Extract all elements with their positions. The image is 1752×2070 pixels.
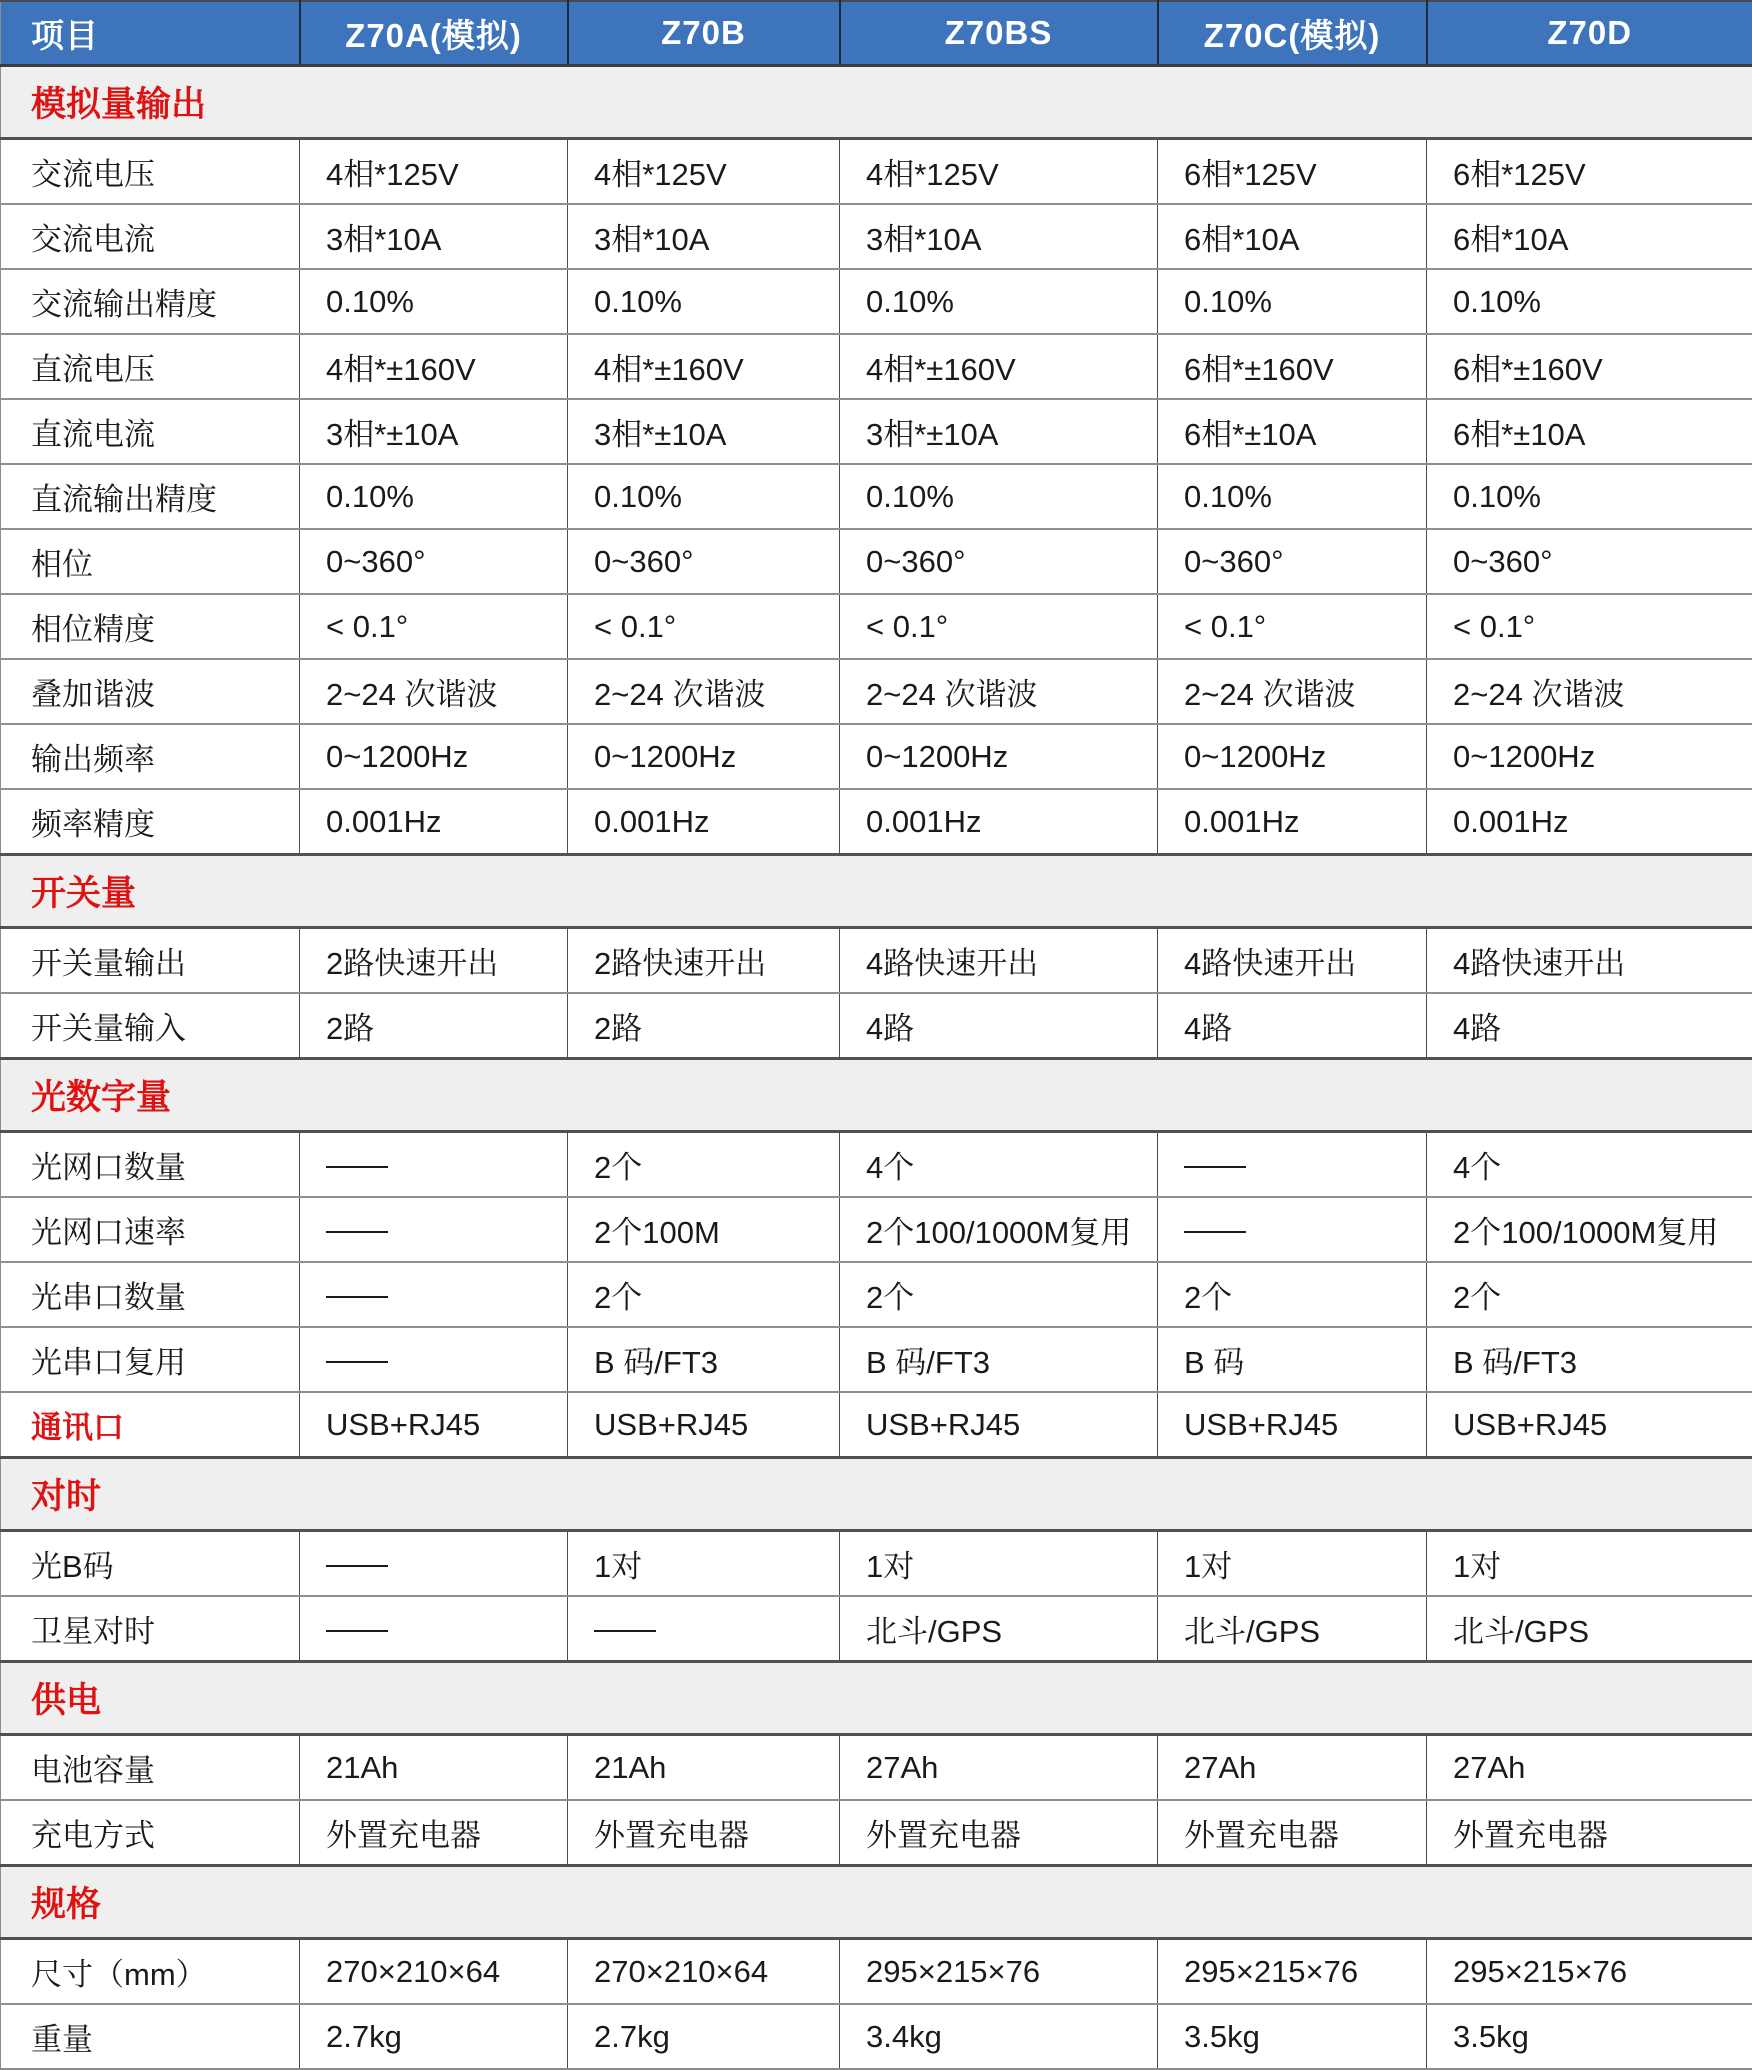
cell-value: 0.10% (1158, 464, 1427, 529)
cell-value: 0.10% (840, 269, 1158, 334)
cell-value: 4相*125V (840, 139, 1158, 205)
section-header: 供电 (1, 1662, 1752, 1735)
section-row (1, 1662, 1752, 1735)
cell-value: 4个 (840, 1132, 1158, 1198)
cell-value: < 0.1° (1427, 594, 1752, 659)
cell-value: —— (300, 1596, 568, 1662)
cell-value: 北斗/GPS (840, 1596, 1158, 1662)
row-label: 相位精度 (1, 594, 300, 659)
section-header: 光数字量 (1, 1059, 1752, 1132)
cell-value: 0.001Hz (1158, 789, 1427, 855)
cell-value: 0~1200Hz (840, 724, 1158, 789)
cell-value: 6相*±10A (1158, 399, 1427, 464)
cell-value: 4相*125V (568, 139, 840, 205)
row-label: 光B码 (1, 1531, 300, 1597)
cell-value: 0~1200Hz (300, 724, 568, 789)
cell-value: 270×210×64 (300, 1939, 568, 2005)
table-row (1, 399, 1752, 464)
cell-value: 4路快速开出 (1158, 928, 1427, 994)
row-label: 直流电流 (1, 399, 300, 464)
cell-value: 295×215×76 (1158, 1939, 1427, 2005)
column-header: Z70B (568, 1, 840, 66)
header-row (1, 1, 1752, 66)
table-header (1, 1, 1752, 66)
table-body (1, 66, 1752, 2070)
cell-value: 1对 (1427, 1531, 1752, 1597)
cell-value: B 码/FT3 (1427, 1327, 1752, 1392)
table-row (1, 1197, 1752, 1262)
cell-value: 0.10% (568, 269, 840, 334)
table-row (1, 464, 1752, 529)
table-row (1, 1531, 1752, 1597)
cell-value: 外置充电器 (1427, 1800, 1752, 1866)
cell-value: 6相*±160V (1427, 334, 1752, 399)
cell-value: 2路快速开出 (568, 928, 840, 994)
row-label: 开关量输入 (1, 993, 300, 1059)
cell-value: 4路快速开出 (840, 928, 1158, 994)
section-header: 对时 (1, 1458, 1752, 1531)
cell-value: 6相*10A (1427, 204, 1752, 269)
row-label: 通讯口 (1, 1392, 300, 1458)
table-row (1, 789, 1752, 855)
cell-value: 北斗/GPS (1158, 1596, 1427, 1662)
cell-value: 27Ah (840, 1735, 1158, 1801)
cell-value: 2.7kg (568, 2004, 840, 2069)
column-header: Z70BS (840, 1, 1158, 66)
section-row (1, 855, 1752, 928)
cell-value: 2个 (568, 1262, 840, 1327)
table-row (1, 334, 1752, 399)
cell-value: 1对 (568, 1531, 840, 1597)
cell-value: < 0.1° (1158, 594, 1427, 659)
cell-value: 3相*10A (840, 204, 1158, 269)
section-header: 开关量 (1, 855, 1752, 928)
cell-value: —— (568, 1596, 840, 1662)
cell-value: 0~1200Hz (1158, 724, 1427, 789)
table-row (1, 1392, 1752, 1458)
cell-value: 4路 (1158, 993, 1427, 1059)
row-label: 重量 (1, 2004, 300, 2069)
row-label: 开关量输出 (1, 928, 300, 994)
cell-value: 27Ah (1158, 1735, 1427, 1801)
table-row (1, 1132, 1752, 1198)
table-row (1, 529, 1752, 594)
cell-value: —— (300, 1327, 568, 1392)
cell-value: 0.10% (568, 464, 840, 529)
cell-value: 4相*±160V (840, 334, 1158, 399)
cell-value: 2~24 次谐波 (840, 659, 1158, 724)
cell-value: 2~24 次谐波 (568, 659, 840, 724)
table-row (1, 1939, 1752, 2005)
row-label: 卫星对时 (1, 1596, 300, 1662)
cell-value: 1对 (840, 1531, 1158, 1597)
cell-value: —— (300, 1132, 568, 1198)
cell-value: —— (1158, 1197, 1427, 1262)
cell-value: 3.5kg (1158, 2004, 1427, 2069)
section-row (1, 1059, 1752, 1132)
row-label: 交流输出精度 (1, 269, 300, 334)
cell-value: < 0.1° (568, 594, 840, 659)
cell-value: USB+RJ45 (300, 1392, 568, 1458)
table-row (1, 993, 1752, 1059)
cell-value: USB+RJ45 (840, 1392, 1158, 1458)
cell-value: 0~1200Hz (568, 724, 840, 789)
row-label: 直流输出精度 (1, 464, 300, 529)
cell-value: 6相*125V (1158, 139, 1427, 205)
cell-value: 2~24 次谐波 (300, 659, 568, 724)
cell-value: 3.5kg (1427, 2004, 1752, 2069)
cell-value: 4个 (1427, 1132, 1752, 1198)
cell-value: 2个100/1000M复用 (840, 1197, 1158, 1262)
cell-value: 2.7kg (300, 2004, 568, 2069)
cell-value: 3相*±10A (568, 399, 840, 464)
cell-value: 0~1200Hz (1427, 724, 1752, 789)
cell-value: B 码 (1158, 1327, 1427, 1392)
cell-value: 2路 (568, 993, 840, 1059)
table-row (1, 139, 1752, 205)
table-row (1, 928, 1752, 994)
row-label: 电池容量 (1, 1735, 300, 1801)
cell-value: USB+RJ45 (1427, 1392, 1752, 1458)
cell-value: 295×215×76 (1427, 1939, 1752, 2005)
section-header: 规格 (1, 1866, 1752, 1939)
cell-value: 3.4kg (840, 2004, 1158, 2069)
column-header: Z70D (1427, 1, 1752, 66)
row-label: 尺寸（mm） (1, 1939, 300, 2005)
cell-value: 3相*±10A (840, 399, 1158, 464)
cell-value: 2路 (300, 993, 568, 1059)
cell-value: B 码/FT3 (840, 1327, 1158, 1392)
cell-value: —— (300, 1197, 568, 1262)
column-header: 项目 (1, 1, 300, 66)
cell-value: 北斗/GPS (1427, 1596, 1752, 1662)
section-header: 模拟量输出 (1, 66, 1752, 139)
cell-value: 4相*±160V (300, 334, 568, 399)
cell-value: 21Ah (568, 1735, 840, 1801)
cell-value: 0.10% (300, 464, 568, 529)
cell-value: B 码/FT3 (568, 1327, 840, 1392)
row-label: 光串口数量 (1, 1262, 300, 1327)
cell-value: 0.001Hz (568, 789, 840, 855)
cell-value: 270×210×64 (568, 1939, 840, 2005)
cell-value: 0.10% (1427, 269, 1752, 334)
cell-value: 2路快速开出 (300, 928, 568, 994)
cell-value: 3相*10A (300, 204, 568, 269)
cell-value: —— (300, 1262, 568, 1327)
cell-value: 0.10% (840, 464, 1158, 529)
cell-value: 295×215×76 (840, 1939, 1158, 2005)
cell-value: 0.10% (1158, 269, 1427, 334)
row-label: 光网口速率 (1, 1197, 300, 1262)
table-row (1, 269, 1752, 334)
cell-value: 2个 (1427, 1262, 1752, 1327)
table-row (1, 1596, 1752, 1662)
cell-value: < 0.1° (300, 594, 568, 659)
cell-value: 4相*±160V (568, 334, 840, 399)
column-header: Z70A(模拟) (300, 1, 568, 66)
row-label: 相位 (1, 529, 300, 594)
row-label: 交流电流 (1, 204, 300, 269)
cell-value: 2~24 次谐波 (1427, 659, 1752, 724)
cell-value: 0~360° (300, 529, 568, 594)
row-label: 光串口复用 (1, 1327, 300, 1392)
row-label: 输出频率 (1, 724, 300, 789)
cell-value: 外置充电器 (300, 1800, 568, 1866)
cell-value: 外置充电器 (568, 1800, 840, 1866)
cell-value: 0~360° (568, 529, 840, 594)
table-row (1, 1735, 1752, 1801)
cell-value: 21Ah (300, 1735, 568, 1801)
cell-value: 外置充电器 (1158, 1800, 1427, 1866)
cell-value: 4路 (1427, 993, 1752, 1059)
row-label: 直流电压 (1, 334, 300, 399)
cell-value: 27Ah (1427, 1735, 1752, 1801)
cell-value: 3相*10A (568, 204, 840, 269)
cell-value: < 0.1° (840, 594, 1158, 659)
section-row (1, 1458, 1752, 1531)
cell-value: 6相*±160V (1158, 334, 1427, 399)
cell-value: 4路快速开出 (1427, 928, 1752, 994)
cell-value: 0~360° (840, 529, 1158, 594)
table-row (1, 1327, 1752, 1392)
cell-value: USB+RJ45 (1158, 1392, 1427, 1458)
row-label: 光网口数量 (1, 1132, 300, 1198)
cell-value: 0~360° (1427, 529, 1752, 594)
section-row (1, 1866, 1752, 1939)
cell-value: 6相*±10A (1427, 399, 1752, 464)
cell-value: 4相*125V (300, 139, 568, 205)
cell-value: 4路 (840, 993, 1158, 1059)
section-row (1, 66, 1752, 139)
cell-value: 0.001Hz (1427, 789, 1752, 855)
cell-value: 2~24 次谐波 (1158, 659, 1427, 724)
row-label: 交流电压 (1, 139, 300, 205)
cell-value: 6相*125V (1427, 139, 1752, 205)
table-row (1, 2004, 1752, 2069)
table-row (1, 659, 1752, 724)
cell-value: 3相*±10A (300, 399, 568, 464)
row-label: 充电方式 (1, 1800, 300, 1866)
table-row (1, 1800, 1752, 1866)
cell-value: 0.001Hz (300, 789, 568, 855)
table-row (1, 594, 1752, 659)
cell-value: 0.10% (1427, 464, 1752, 529)
cell-value: —— (300, 1531, 568, 1597)
cell-value: 外置充电器 (840, 1800, 1158, 1866)
row-label: 频率精度 (1, 789, 300, 855)
cell-value: 2个100M (568, 1197, 840, 1262)
cell-value: 0.001Hz (840, 789, 1158, 855)
table-row (1, 1262, 1752, 1327)
cell-value: 2个 (568, 1132, 840, 1198)
cell-value: 0~360° (1158, 529, 1427, 594)
cell-value: 2个 (1158, 1262, 1427, 1327)
cell-value: 2个 (840, 1262, 1158, 1327)
cell-value: USB+RJ45 (568, 1392, 840, 1458)
cell-value: 6相*10A (1158, 204, 1427, 269)
cell-value: 1对 (1158, 1531, 1427, 1597)
table-row (1, 204, 1752, 269)
cell-value: 0.10% (300, 269, 568, 334)
table-row (1, 724, 1752, 789)
column-header: Z70C(模拟) (1158, 1, 1427, 66)
cell-value: —— (1158, 1132, 1427, 1198)
row-label: 叠加谐波 (1, 659, 300, 724)
cell-value: 2个100/1000M复用 (1427, 1197, 1752, 1262)
